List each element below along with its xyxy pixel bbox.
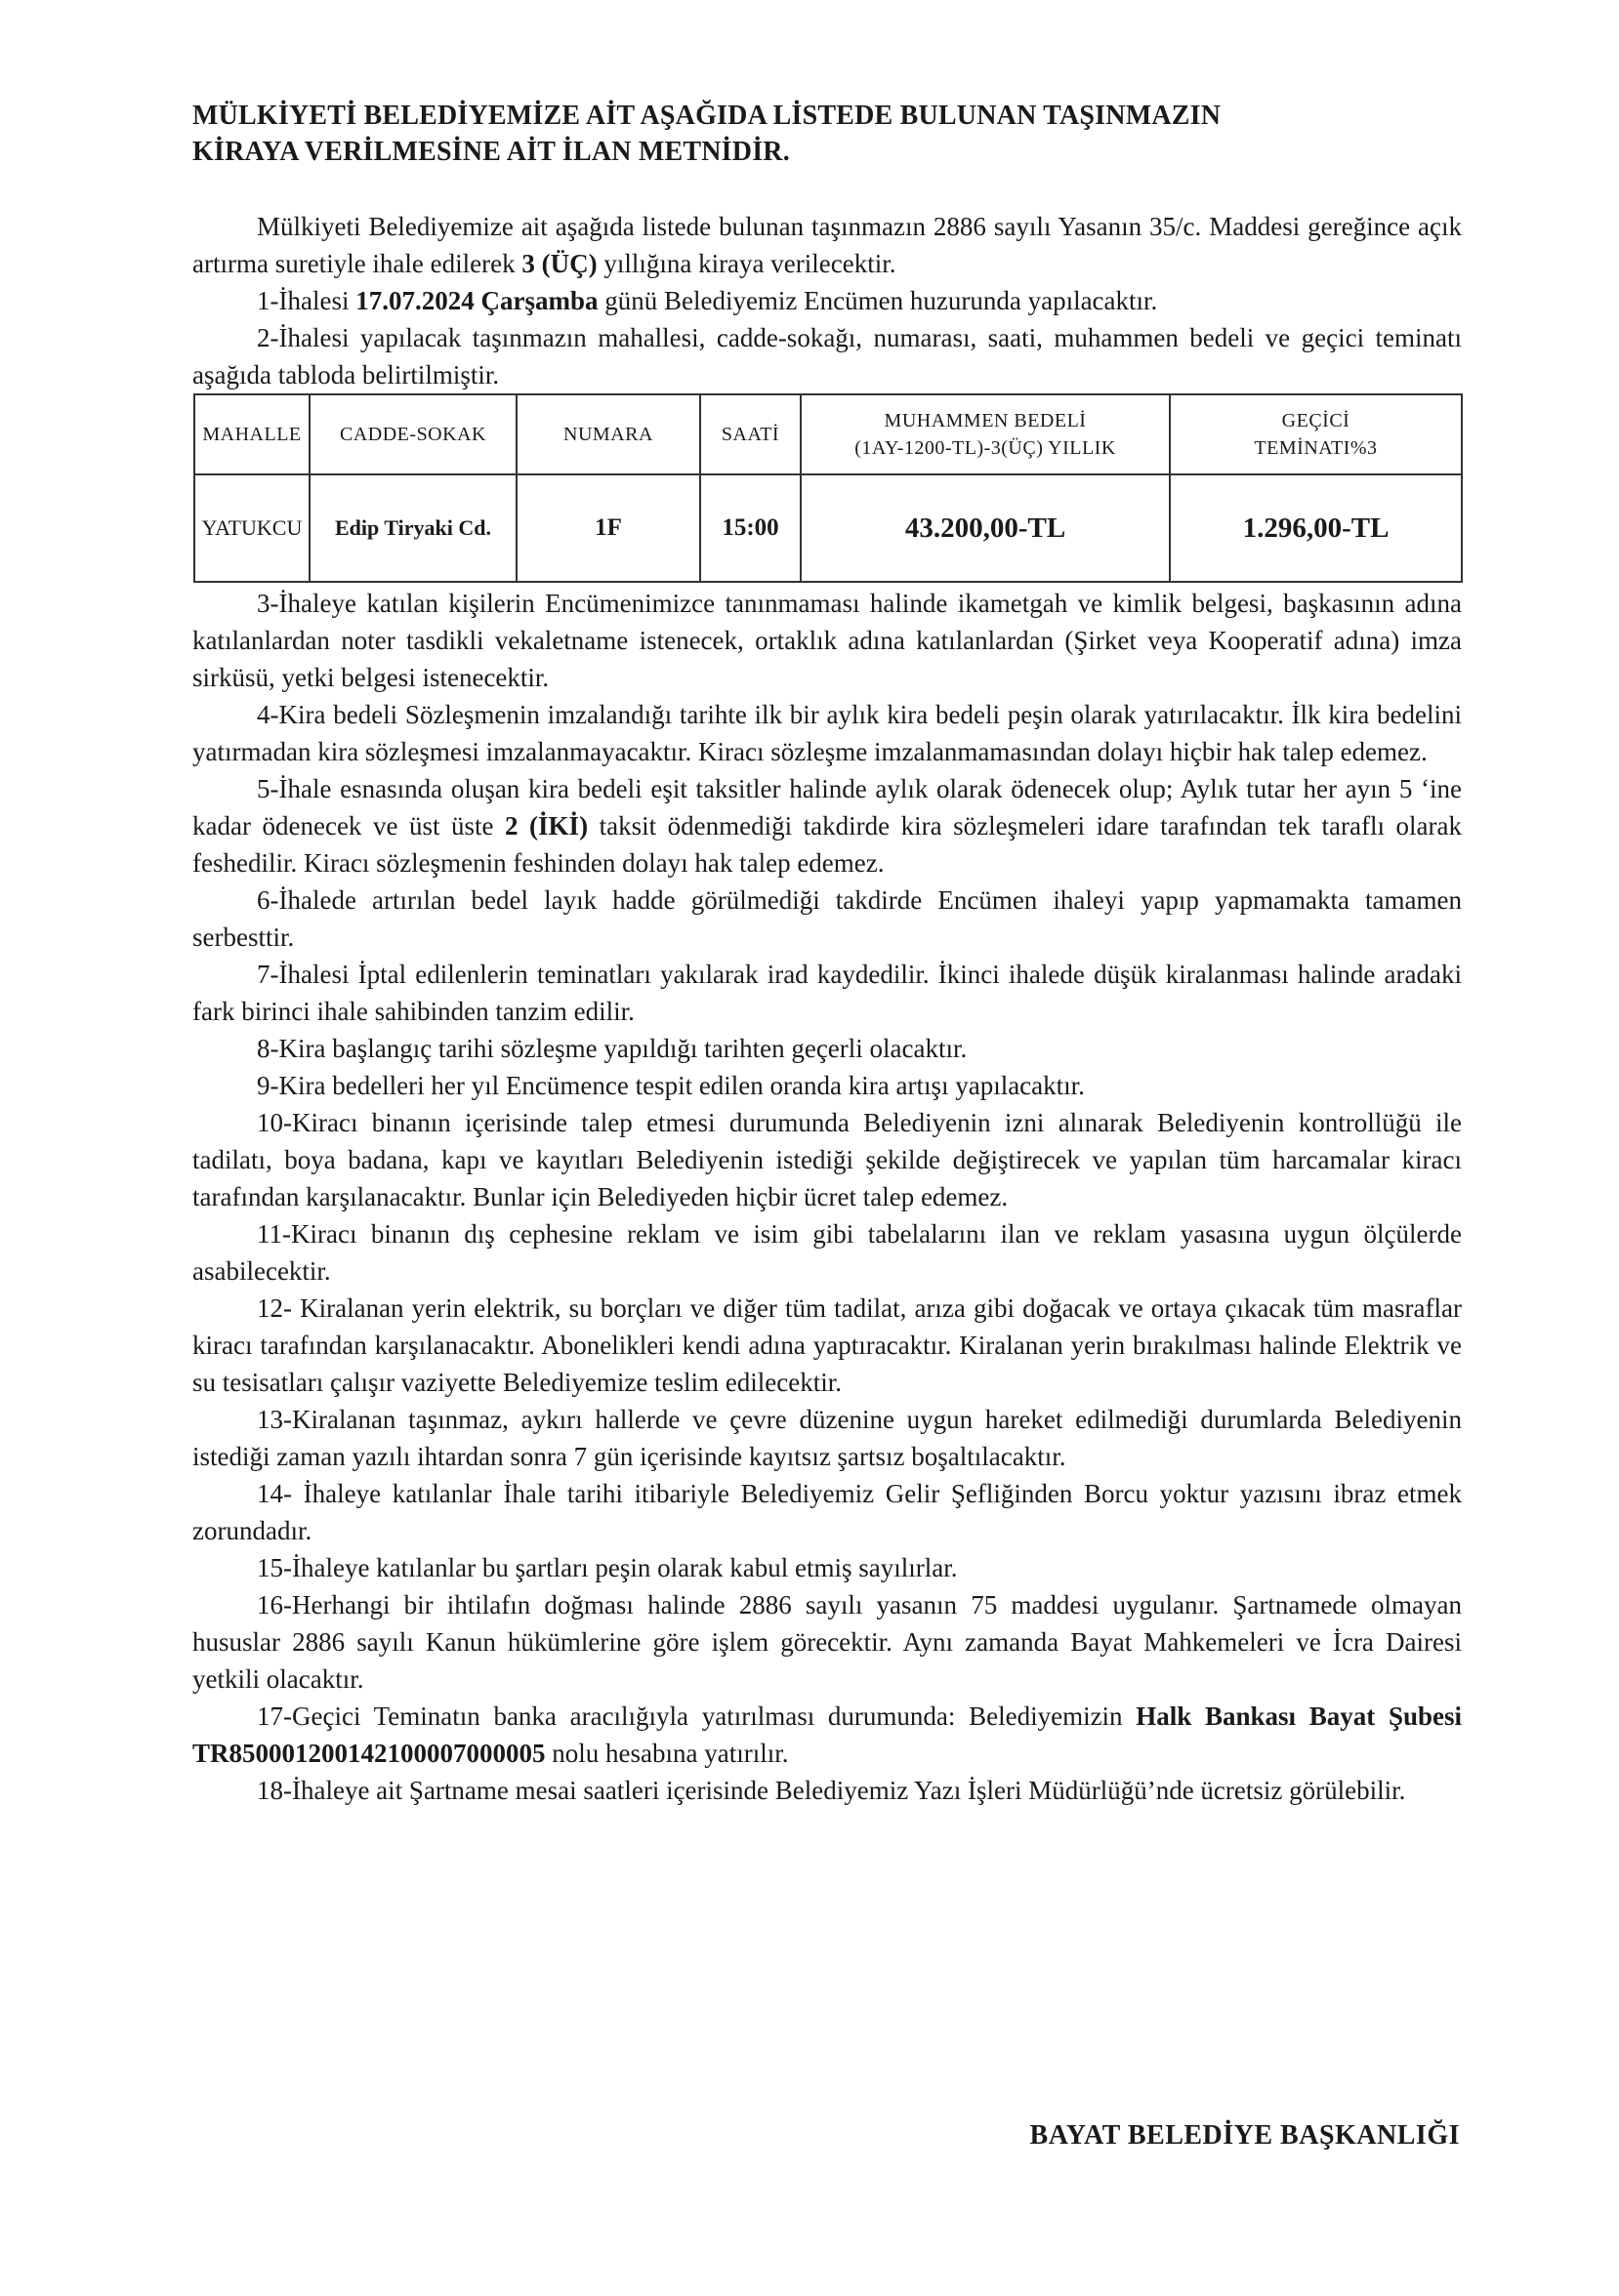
- title-line-2: KİRAYA VERİLMESİNE AİT İLAN METNİDİR.: [192, 137, 790, 167]
- item-5: [192, 770, 1462, 882]
- item-13: 13-Kiralanan taşınmaz, aykırı hallerde ve çevre düzenine uygun hareket edilmediği durumlarda Belediyenin istediği zaman yazılı ihtardan sonra 7 gün içerisinde kayıtsız şartsız boşaltılacaktır.: [192, 1405, 1462, 1471]
- item-1-text: 1-İhalesi: [257, 286, 356, 315]
- item-4: 4-Kira bedeli Sözleşmenin imzalandığı tarihte ilk bir aylık kira bedeli peşin olarak yatırılacaktır. İlk kira bedelini yatırmadan kira sözleşmesi imzalanmayacaktır. Kiracı sözleşme imzalanmamasından dolayı hiçbir hak talep edemez.: [192, 700, 1462, 766]
- header-gecici-line-2: TEMİNATI%3: [1254, 437, 1378, 459]
- item-9: 9-Kira bedelleri her yıl Encümence tespit edilen oranda kira artışı yapılacaktır.: [257, 1071, 1085, 1100]
- item-6: 6-İhalede artırılan bedel layık hadde görülmediği takdirde Encümen ihaleyi yapıp yapmamakta tamamen serbesttir.: [192, 885, 1462, 952]
- header-muhammen-bedeli: [801, 394, 1170, 474]
- table-row: [194, 474, 1462, 582]
- auction-date: 17.07.2024 Çarşamba: [355, 286, 599, 315]
- header-mahalle: MAHALLE: [194, 394, 310, 474]
- item-2: 2-İhalesi yapılacak taşınmazın mahallesi, cadde-sokağı, numarası, saati, muhammen bedeli ve geçici teminatı aşağıda tabloda belirtilmiştir.: [192, 323, 1462, 390]
- item-17: [192, 1698, 1462, 1772]
- header-gecici-teminat: [1170, 394, 1462, 474]
- header-saati: SAATİ: [700, 394, 801, 474]
- cell-muhammen-bedeli: 43.200,00-TL: [801, 474, 1170, 582]
- header-numara: NUMARA: [517, 394, 700, 474]
- item-3: 3-İhaleye katılan kişilerin Encümenimizce tanınmaması halinde ikametgah ve kimlik belgesi, başkasının adına katılanlardan noter tasdikli vekaletname istenecek, ortaklık adına katılanlardan (Şirket veya Kooperatif adına) imza sirküsü, yetki belgesi istenecektir.: [192, 589, 1462, 692]
- item-14: 14- İhaleye katılanlar İhale tarihi itibariyle Belediyemiz Gelir Şefliğinden Borcu yoktur yazısını ibraz etmek zorundadır.: [192, 1479, 1462, 1545]
- item-17-text: 17-Geçici Teminatın banka aracılığıyla yatırılması durumunda: Belediyemizin: [257, 1702, 1137, 1731]
- item-10: 10-Kiracı binanın içerisinde talep etmesi durumunda Belediyenin izni alınarak Belediyenin kontrollüğü ile tadilatı, boya badana, kapı ve kayıtları Belediyenin istediği şekilde değiştirecek ve yapılan tüm harcamalar kiracı tarafından karşılanacaktır. Bunlar için Belediyeden hiçbir ücret talep edemez.: [192, 1108, 1462, 1211]
- document-title: [192, 98, 1462, 170]
- item-16: 16-Herhangi bir ihtilafın doğması halinde 2886 sayılı yasanın 75 maddesi uygulanır. Şartnamede olmayan hususlar 2886 sayılı Kanun hükümlerine göre işlem görecektir. Aynı zamanda Bayat Mahkemeleri ve İcra Dairesi yetkili olacaktır.: [192, 1590, 1462, 1694]
- cell-saati: 15:00: [700, 474, 801, 582]
- item-12: 12- Kiralanan yerin elektrik, su borçları ve diğer tüm tadilat, arıza gibi doğacak ve ortaya çıkacak tüm masraflar kiracı tarafından karşılanacaktır. Abonelikleri kendi adına yaptıracaktır. Kiralanan yerin bırakılması halinde Elektrik ve su tesisatları çalışır vaziyette Belediyemize teslim edilecektir.: [192, 1293, 1462, 1397]
- cell-numara: 1F: [517, 474, 700, 582]
- header-gecici-line-1: GEÇİCİ: [1281, 410, 1350, 431]
- item-18: 18-İhaleye ait Şartname mesai saatleri içerisinde Belediyemiz Yazı İşleri Müdürlüğü’nde ücretsiz görülebilir.: [257, 1776, 1406, 1805]
- cell-cadde-sokak: Edip Tiryaki Cd.: [310, 474, 517, 582]
- item-17-text-end: nolu hesabına yatırılır.: [545, 1739, 789, 1768]
- item-1: [192, 282, 1462, 319]
- cell-gecici-teminat: 1.296,00-TL: [1170, 474, 1462, 582]
- item-7: 7-İhalesi İptal edilenlerin teminatları yakılarak irad kaydedilir. İkinci ihalede düşük kiralanması halinde aradaki fark birinci ihale sahibinden tanzim edilir.: [192, 960, 1462, 1026]
- item-11: 11-Kiracı binanın dış cephesine reklam ve isim gibi tabelalarını ilan ve reklam yasasına uygun ölçülerde asabilecektir.: [192, 1219, 1462, 1286]
- header-muhammen-line-2: (1AY-1200-TL)-3(ÜÇ) YILLIK: [854, 437, 1116, 459]
- document-body: [192, 208, 1462, 1809]
- item-5-text-end: taksit ödenmediği takdirde kira sözleşmeleri idare tarafından tek taraflı olarak feshedilir. Kiracı sözleşmenin feshinden dolayı hak talep edemez.: [192, 811, 1462, 878]
- title-line-1: MÜLKİYETİ BELEDİYEMİZE AİT AŞAĞIDA LİSTEDE BULUNAN TAŞINMAZIN: [192, 101, 1222, 131]
- property-table: [193, 393, 1463, 583]
- item-1-text-end: günü Belediyemiz Encümen huzurunda yapılacaktır.: [598, 286, 1158, 315]
- item-8: 8-Kira başlangıç tarihi sözleşme yapıldığı tarihten geçerli olacaktır.: [257, 1034, 968, 1063]
- installment-count: 2 (İKİ): [505, 811, 589, 840]
- intro-text-end: yıllığına kiraya verilecektir.: [597, 249, 896, 278]
- item-15: 15-İhaleye katılanlar bu şartları peşin olarak kabul etmiş sayılırlar.: [257, 1553, 958, 1582]
- item-5-text: 5-İhale esnasında oluşan kira bedeli eşit taksitler halinde aylık olarak ödenecek olup; Aylık tutar her ayın 5 ‘ine kadar ödenecek ve üst üste: [192, 774, 1462, 840]
- header-cadde-sokak: CADDE-SOKAK: [310, 394, 517, 474]
- header-muhammen-line-1: MUHAMMEN BEDELİ: [884, 410, 1087, 431]
- signature-block: BAYAT BELEDİYE BAŞKANLIĞI: [1029, 2120, 1460, 2151]
- intro-duration: 3 (ÜÇ): [521, 249, 598, 278]
- bank-account: Halk Bankası Bayat Şubesi TR850001200142100007000005: [192, 1702, 1462, 1768]
- property-table-wrapper: [192, 393, 1462, 583]
- cell-mahalle: YATUKCU: [194, 474, 310, 582]
- intro-paragraph: [192, 208, 1462, 282]
- intro-text: Mülkiyeti Belediyemize ait aşağıda listede bulunan taşınmazın 2886 sayılı Yasanın 35/c. Maddesi gereğince açık artırma suretiyle ihale edilerek: [192, 212, 1462, 278]
- table-header-row: [194, 394, 1462, 474]
